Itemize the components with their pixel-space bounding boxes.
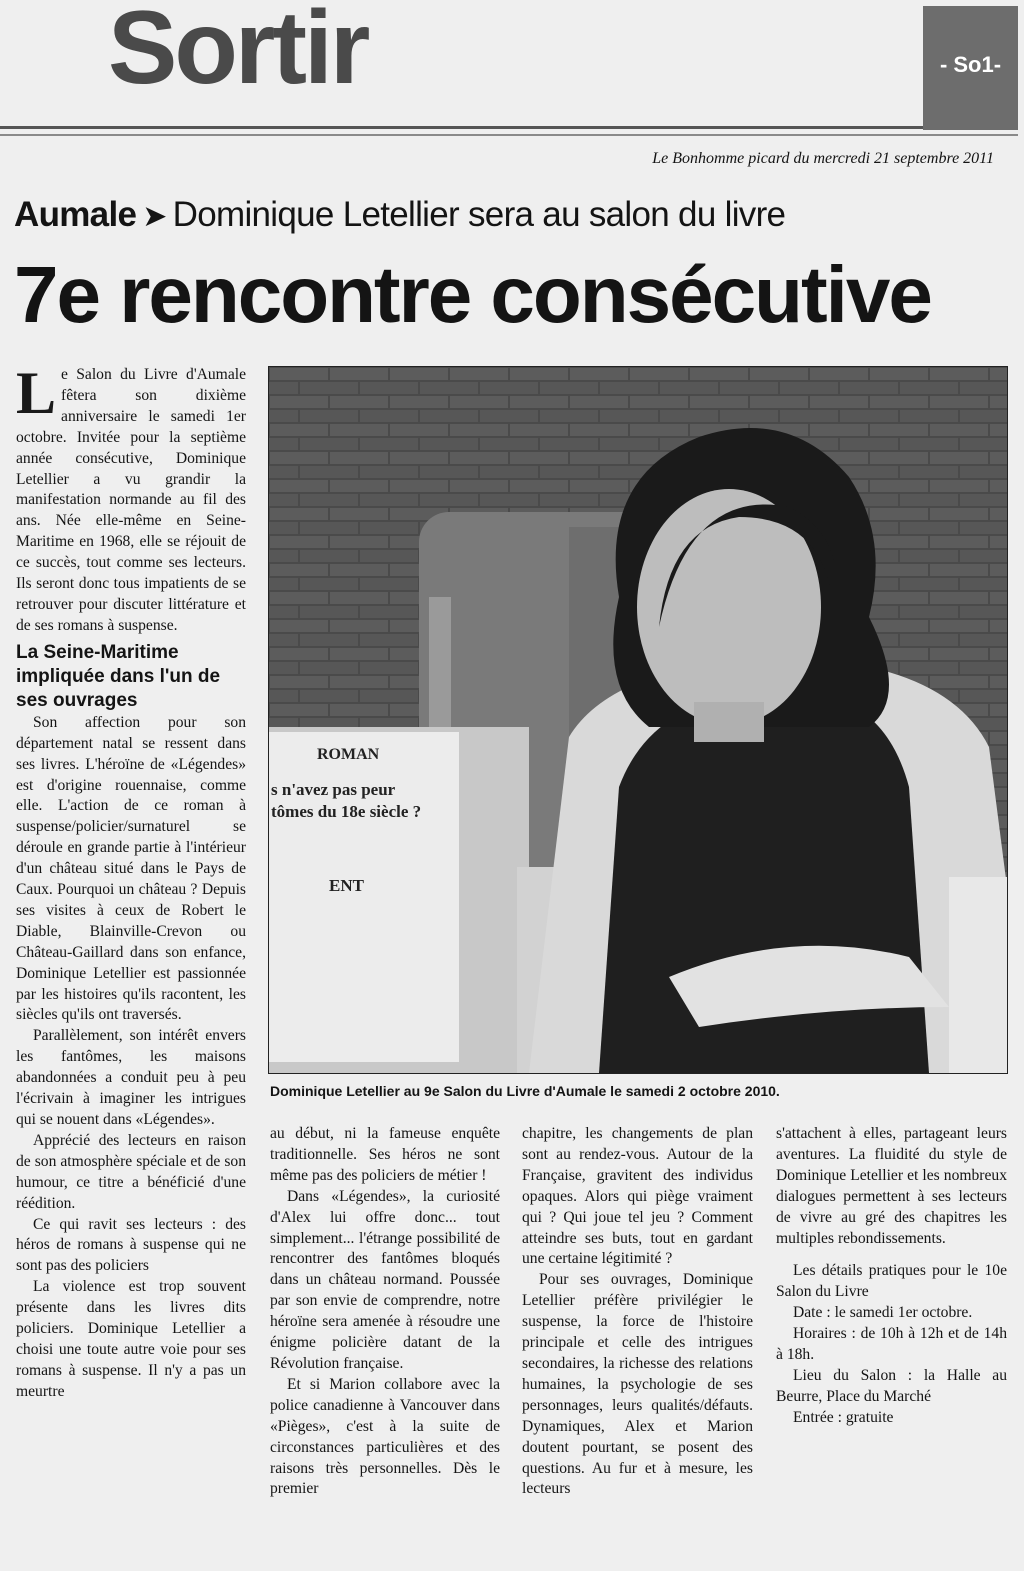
section-title: Sortir [108, 0, 368, 106]
paragraph: Parallèlement, son intérêt envers les fantômes, les maisons abandonnées a conduit peu à peu l'écrivain à imaginer les intrigues qui se nouent dans «Légendes». [16, 1027, 246, 1128]
practical-hours: Horaires : de 10h à 12h et de 14h à 18h. [776, 1325, 1007, 1364]
paragraph: Ce qui ravit ses lecteurs : des héros de romans à suspense qui ne sont pas des policiers [16, 1215, 246, 1275]
page-number: - So1- [939, 52, 1002, 77]
practical-place: Lieu du Salon : la Halle au Beurre, Place du Marché [776, 1366, 1007, 1405]
practical-intro: Les détails pratiques pour le 10e Salon du Livre [776, 1262, 1007, 1301]
headline: 7e rencontre consécutive [14, 250, 931, 339]
paragraph: Apprécié des lecteurs en raison de son atmosphère spéciale et de son humour, ce titre a bénéficié d'une réédition. [16, 1131, 246, 1212]
paragraph: Et si Marion collabore avec la police canadienne à Vancouver dans «Pièges», c'est à la suite de circonstances particulières et des raisons très personnelles. Dès le premier [270, 1375, 500, 1498]
subheading: La Seine-Maritime impliquée dans l'un de ses ouvrages [16, 641, 221, 711]
poster-line: tômes du 18e siècle ? [271, 802, 422, 821]
article-column-4 [776, 1124, 1007, 1429]
dateline: Le Bonhomme picard du mercredi 21 septembre 2011 [652, 150, 994, 167]
paragraph: La violence est trop souvent présente dans les livres dits policiers. Dominique Letellier a choisi une toute autre voie pour ses romans à suspense. Il n'y a pas un meurtre [16, 1278, 246, 1400]
kicker [14, 195, 785, 235]
masthead-rule-thin [0, 134, 1018, 136]
paragraph: Dans «Légendes», la curiosité d'Alex lui offre donc... tout simplement... l'étrange possibilité de rencontrer des fantômes bloqués dans un château normand. Poussée par son envie de comprendre, notre héroïne sera amenée à résoudre une énigme policière datant de la Révolution française. [270, 1187, 500, 1372]
paragraph: au début, ni la fameuse enquête traditionnelle. Ses héros ne sont même pas des policiers de métier ! [270, 1125, 500, 1184]
paragraph: Pour ses ouvrages, Dominique Letellier préfère privilégier le suspense, la force de l'histoire principale et celle des intrigues secondaires, la richesse des relations humaines, la psychologie de ses personnages, leurs qualités/défauts. Dynamiques, Alex et Marion doutent pourtant, se posent des questions. Au fur et à mesure, les lecteurs [522, 1271, 753, 1498]
practical-entry: Entrée : gratuite [793, 1408, 894, 1426]
practical-date: Date : le samedi 1er octobre. [793, 1304, 973, 1322]
paragraph: s'attachent à elles, partageant leurs aventures. La fluidité du style de Dominique Letellier et les nombreux dialogues permettent à ses lecteurs de vivre au gré des chapitres les multiples rebondissements. [776, 1125, 1007, 1247]
paragraph: chapitre, les changements de plan sont au rendez-vous. Autour de la Française, gravitent des individus opaques. Alors qui piège vraiment qui ? Qui joue tel jeu ? Comment atteindre ses buts, tout en gardant une certaine légitimité ? [522, 1125, 753, 1268]
article-column-1 [16, 360, 246, 1403]
article-column-3 [522, 1124, 753, 1500]
poster-line: ENT [329, 876, 364, 895]
kicker-text: Dominique Letellier sera au salon du livre [172, 195, 786, 234]
paragraph: Son affection pour son département natal se ressent dans ses livres. L'héroïne de «Légendes» est d'origine rouennaise, comme elle. L'action de ce roman à suspense/policier/surnaturel se déroule en grande partie à l'intérieur d'un château situé dans le Pays de Caux. Pourquoi un château ? Depuis ses visites à ceux de Robert le Diable, Blainville-Crevon ou Château-Gaillard dans son enfance, Dominique Letellier est passionnée par les histoires qu'ils racontent, les siècles qu'ils ont traversés. [16, 713, 246, 1024]
kicker-place: Aumale [14, 195, 137, 234]
photo-caption: Dominique Letellier au 9e Salon du Livre d'Aumale le samedi 2 octobre 2010. [270, 1083, 780, 1099]
photo-image [269, 367, 1007, 1073]
arrow-icon: ➤ [142, 200, 167, 233]
drop-cap: L [16, 360, 57, 426]
masthead-rule [0, 126, 923, 129]
poster-line: s n'avez pas peur [271, 780, 396, 799]
article-column-2 [270, 1124, 500, 1500]
author-photo [268, 366, 1008, 1074]
lead-paragraph: e Salon du Livre d'Aumale fêtera son dixième anniversaire le samedi 1er octobre. Invitée pour la septième année consécutive, Dominique Letellier a vu grandir la manifestation normande au fil des ans. Née elle-même en Seine-Maritime en 1968, elle se réjouit de ce succès, tout comme ses lecteurs. Ils seront donc tous impatients de se retrouver pour discuter littérature et de ses romans à suspense. [16, 366, 246, 634]
poster-line: ROMAN [317, 746, 380, 763]
